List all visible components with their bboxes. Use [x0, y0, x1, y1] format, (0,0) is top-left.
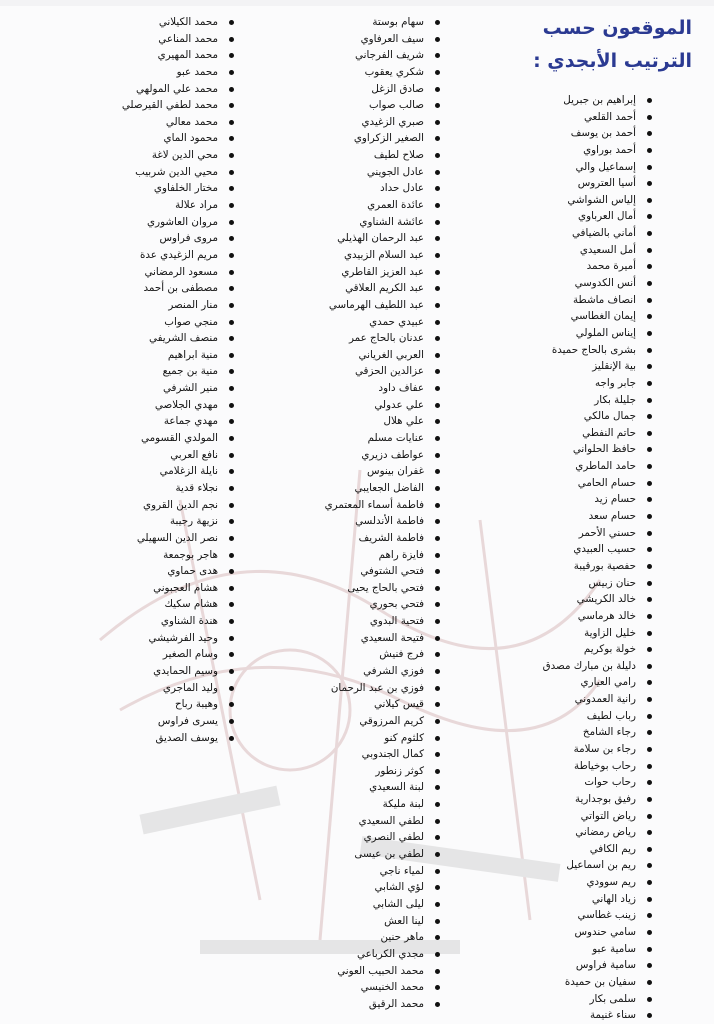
- signatory-name: فتحي بحوري: [272, 596, 442, 613]
- signatory-name: مصطفى بن أحمد: [66, 280, 236, 297]
- signatory-name: لؤي الشابي: [272, 879, 442, 896]
- signatories-column-3: [66, 14, 236, 746]
- heading-line-1: الموقعون حسب: [542, 17, 692, 39]
- signatory-name: علي هلال: [272, 413, 442, 430]
- signatory-name: سلمى بكار: [484, 991, 654, 1008]
- signatory-name: منجي صواب: [66, 314, 236, 331]
- signatory-name: منية ابراهيم: [66, 347, 236, 364]
- signatory-name: مراد علالة: [66, 197, 236, 214]
- signatory-name: خالد الكريشي: [484, 591, 654, 608]
- signatory-name: فوزي بن عبد الرحمان: [272, 680, 442, 697]
- signatory-name: ماهر حنين: [272, 929, 442, 946]
- signatory-name: عفاف داود: [272, 380, 442, 397]
- signatory-name: نايلة الزغلامي: [66, 463, 236, 480]
- signatory-name: عائشة الشناوي: [272, 214, 442, 231]
- signatory-name: إبراهيم بن جبريل: [484, 92, 654, 109]
- signatory-name: هشام العجبوني: [66, 580, 236, 597]
- signatory-name: أحمد بن يوسف: [484, 125, 654, 142]
- signatory-name: رياض رمضاني: [484, 824, 654, 841]
- signatory-name: قيس كيلاني: [272, 696, 442, 713]
- signatory-name: غفران بينوس: [272, 463, 442, 480]
- signatory-name: فايزة راهم: [272, 547, 442, 564]
- signatory-name: حامد الماطري: [484, 458, 654, 475]
- signatory-name: وسيم الحمايدي: [66, 663, 236, 680]
- signatory-name: منير الشرفي: [66, 380, 236, 397]
- signatory-name: صلاح لطيف: [272, 147, 442, 164]
- signatory-name: لمياء ناجي: [272, 863, 442, 880]
- signatory-name: نجلاء قدية: [66, 480, 236, 497]
- signatory-name: عدنان بالحاج عمر: [272, 330, 442, 347]
- signatories-column-1: [484, 92, 654, 1024]
- signatory-name: هندة الشناوي: [66, 613, 236, 630]
- signatory-name: نافع العربي: [66, 447, 236, 464]
- signatory-name: رجاء بن سلامة: [484, 741, 654, 758]
- signatory-name: يوسف الصديق: [66, 730, 236, 747]
- top-band: [0, 0, 714, 6]
- signatory-name: عادل حداد: [272, 180, 442, 197]
- signatory-name: مهدي الجلاصي: [66, 397, 236, 414]
- signatory-name: إسماعيل والي: [484, 159, 654, 176]
- signatory-name: هدى حماوي: [66, 563, 236, 580]
- signatory-name: خالد هرماسي: [484, 608, 654, 625]
- signatory-name: فتحية البدوي: [272, 613, 442, 630]
- signatory-name: أنس الكدوسي: [484, 275, 654, 292]
- signatory-name: كريم المرزوقي: [272, 713, 442, 730]
- signatory-name: عبيدي حمدي: [272, 314, 442, 331]
- signatory-name: محمد عبو: [66, 64, 236, 81]
- signatory-name: عائدة العمري: [272, 197, 442, 214]
- signatory-name: حسني الأحمر: [484, 525, 654, 542]
- signatory-name: لطفي النصري: [272, 829, 442, 846]
- signatory-name: لطفي السعيدي: [272, 813, 442, 830]
- signatory-name: محمد علي المولهي: [66, 81, 236, 98]
- signatory-name: محمد الحبيب العوني: [272, 963, 442, 980]
- signatory-name: نصر الدين السهيلي: [66, 530, 236, 547]
- signatory-name: محمد معالي: [66, 114, 236, 131]
- signatory-name: حسيب العبيدي: [484, 541, 654, 558]
- signatory-name: مروى فراوس: [66, 230, 236, 247]
- signatory-name: زينب غطاسي: [484, 907, 654, 924]
- signatory-name: نجم الدين القروي: [66, 497, 236, 514]
- signatory-name: فتحي الشتوفي: [272, 563, 442, 580]
- signatory-name: العربي الغرياني: [272, 347, 442, 364]
- signatory-name: مجدي الكرباعي: [272, 946, 442, 963]
- signatory-name: محمد الكيلاني: [66, 14, 236, 31]
- signatory-name: سامي حندوس: [484, 924, 654, 941]
- signatory-name: أمل السعيدي: [484, 242, 654, 259]
- signatory-name: فرج فنيش: [272, 646, 442, 663]
- signatory-name: كلثوم كنو: [272, 730, 442, 747]
- signatory-name: عبد السلام الزبيدي: [272, 247, 442, 264]
- signatory-name: سامية فراوس: [484, 957, 654, 974]
- signatory-name: محمود الماي: [66, 130, 236, 147]
- signatory-name: حسام سعد: [484, 508, 654, 525]
- signatory-name: المولدي القسومي: [66, 430, 236, 447]
- signatory-name: نزيهة رجيبة: [66, 513, 236, 530]
- signatory-name: لبنة السعيدي: [272, 779, 442, 796]
- signatory-name: حاتم النفطي: [484, 425, 654, 442]
- heading-line-2: الترتيب الأبجدي :: [533, 50, 692, 72]
- signatory-name: محمد الخنيسي: [272, 979, 442, 996]
- signatory-name: أماني بالضيافي: [484, 225, 654, 242]
- signatory-name: لينا العش: [272, 913, 442, 930]
- signatory-name: رفيق بوجدارية: [484, 791, 654, 808]
- signatory-name: وليد الماجري: [66, 680, 236, 697]
- signatory-name: لطفي بن عيسى: [272, 846, 442, 863]
- signatory-name: مهدي جماعة: [66, 413, 236, 430]
- signatory-name: ريم بن اسماعيل: [484, 857, 654, 874]
- signatory-name: وهيبة رباح: [66, 696, 236, 713]
- signatory-name: أميرة محمد: [484, 258, 654, 275]
- signatory-name: منية بن جميع: [66, 363, 236, 380]
- signatory-name: محيي الدين شربيب: [66, 164, 236, 181]
- signatory-name: الفاضل الجعايبي: [272, 480, 442, 497]
- signatory-name: هاجر بوجمعة: [66, 547, 236, 564]
- signatory-name: عنايات مسلم: [272, 430, 442, 447]
- signatory-name: مريم الزغيدي عدة: [66, 247, 236, 264]
- signatory-name: هشام سكيك: [66, 596, 236, 613]
- signatory-name: دليلة بن مبارك مصدق: [484, 658, 654, 675]
- signatory-name: ريم الكافي: [484, 841, 654, 858]
- signatory-name: عزالدين الحزقي: [272, 363, 442, 380]
- signatory-name: انصاف ماشطة: [484, 292, 654, 309]
- signatory-name: زياد الهاني: [484, 891, 654, 908]
- signatory-name: رانية العمدوني: [484, 691, 654, 708]
- signatory-name: فاطمة الأندلسي: [272, 513, 442, 530]
- signatory-name: شكري يعقوب: [272, 64, 442, 81]
- signatory-name: الصغير الزكراوي: [272, 130, 442, 147]
- signatory-name: أحمد القلعي: [484, 109, 654, 126]
- signatory-name: صادق الزغل: [272, 81, 442, 98]
- signatory-name: وسام الصغير: [66, 646, 236, 663]
- signatory-name: سيف العرفاوي: [272, 31, 442, 48]
- signatory-name: بية الإنقليز: [484, 358, 654, 375]
- signatory-name: محمد لطفي القيرصلي: [66, 97, 236, 114]
- signatory-name: مروان العاشوري: [66, 214, 236, 231]
- signatory-name: حنان زبيس: [484, 575, 654, 592]
- signatory-name: فاطمة الشريف: [272, 530, 442, 547]
- signatory-name: محمد المناعي: [66, 31, 236, 48]
- signatory-name: رجاء الشامخ: [484, 724, 654, 741]
- signatory-name: إلياس الشواشي: [484, 192, 654, 209]
- signatory-name: فتيحة السعيدي: [272, 630, 442, 647]
- signatory-name: سامية عبو: [484, 941, 654, 958]
- signatory-name: فوزي الشرفي: [272, 663, 442, 680]
- signatory-name: إيناس الملولي: [484, 325, 654, 342]
- signatory-name: فاطمة أسماء المعتمري: [272, 497, 442, 514]
- signatory-name: صالب صواب: [272, 97, 442, 114]
- signatory-name: جمال مالكي: [484, 408, 654, 425]
- signatory-name: ليلى الشابي: [272, 896, 442, 913]
- signatory-name: منار المنصر: [66, 297, 236, 314]
- signatory-name: حفصية بورقيبة: [484, 558, 654, 575]
- signatory-name: خليل الزاوية: [484, 625, 654, 642]
- signatory-name: جابر واجه: [484, 375, 654, 392]
- signatory-name: عادل الجويني: [272, 164, 442, 181]
- signatory-name: خولة بوكريم: [484, 641, 654, 658]
- signatory-name: ريم سوودي: [484, 874, 654, 891]
- signatory-name: محمد الرقيق: [272, 996, 442, 1013]
- signatory-name: يسرى فراوس: [66, 713, 236, 730]
- signatory-name: منصف الشريفي: [66, 330, 236, 347]
- signatory-name: سناء غنيمة: [484, 1007, 654, 1024]
- signatory-name: عواطف دزيري: [272, 447, 442, 464]
- signatory-name: عبد الكريم العلاقي: [272, 280, 442, 297]
- signatory-name: حسام الحامي: [484, 475, 654, 492]
- signatory-name: محمد المهيري: [66, 47, 236, 64]
- signatory-name: إيمان الغطاسي: [484, 308, 654, 325]
- signatory-name: فتحي بالحاج يحيى: [272, 580, 442, 597]
- signatory-name: رحاب حوات: [484, 774, 654, 791]
- signatory-name: عبد اللطيف الهرماسي: [272, 297, 442, 314]
- signatory-name: جليلة بكار: [484, 392, 654, 409]
- signatory-name: رباب لطيف: [484, 708, 654, 725]
- signatory-name: صبري الزغيدي: [272, 114, 442, 131]
- signatory-name: أحمد بوراوي: [484, 142, 654, 159]
- signatory-name: كمال الجندوبي: [272, 746, 442, 763]
- signatory-name: مسعود الرمضاني: [66, 264, 236, 281]
- signatory-name: شريف الفرجاني: [272, 47, 442, 64]
- signatory-name: مختار الخلفاوي: [66, 180, 236, 197]
- signatory-name: بشرى بالحاج حميدة: [484, 342, 654, 359]
- signatory-name: لبنة مليكة: [272, 796, 442, 813]
- page-heading: [492, 12, 692, 78]
- signatory-name: حافظ الحلواني: [484, 441, 654, 458]
- signatory-name: سفيان بن حميدة: [484, 974, 654, 991]
- signatory-name: عبد الرحمان الهذيلي: [272, 230, 442, 247]
- signatory-name: سهام بوستة: [272, 14, 442, 31]
- signatory-name: علي عدولي: [272, 397, 442, 414]
- signatory-name: محي الدين لاغة: [66, 147, 236, 164]
- signatory-name: أسيا العتروس: [484, 175, 654, 192]
- signatory-name: رحاب بوخياطة: [484, 758, 654, 775]
- signatory-name: رامي العياري: [484, 674, 654, 691]
- signatories-column-2: [272, 14, 442, 1012]
- signatory-name: أمال العرباوي: [484, 208, 654, 225]
- signatory-name: عبد العزيز القاطري: [272, 264, 442, 281]
- signatory-name: رياض التواتي: [484, 808, 654, 825]
- signatory-name: كوثر زنطور: [272, 763, 442, 780]
- signatory-name: وحيد الفرشيشي: [66, 630, 236, 647]
- signatory-name: حسام زيد: [484, 491, 654, 508]
